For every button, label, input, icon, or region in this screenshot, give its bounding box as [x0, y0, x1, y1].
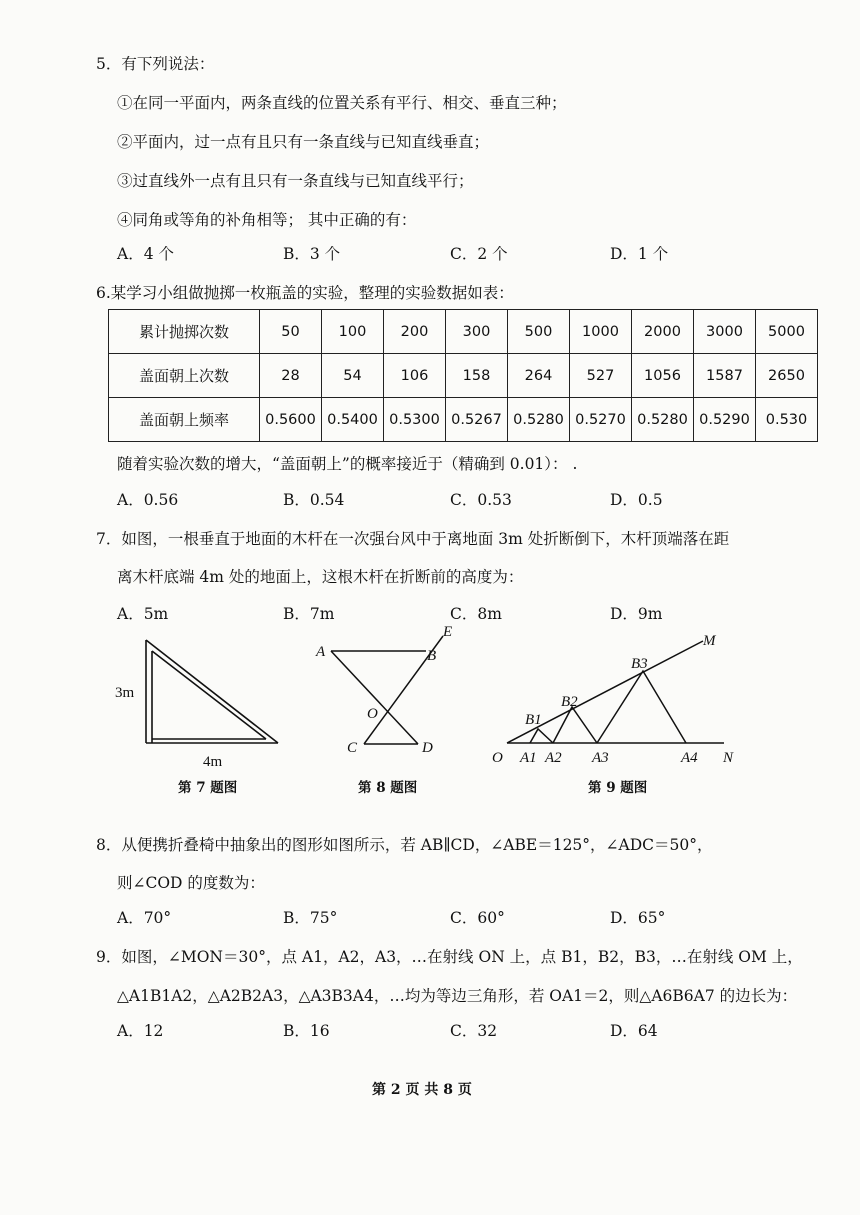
- table-cell: 300: [446, 310, 508, 354]
- page-number: 第 2 页 共 8 页: [372, 1082, 472, 1098]
- q5-statement-3: ③过直线外一点有且只有一条直线与已知直线平行；: [117, 172, 474, 190]
- fig8-caption: 第 8 题图: [358, 780, 418, 796]
- q8-line-1: 8．从便携折叠椅中抽象出的图形如图所示，若 AB∥CD，∠ABE＝125°，∠ADC＝50°，: [96, 836, 713, 854]
- fig7-triangle: [146, 640, 278, 743]
- row-header: 盖面朝上频率: [109, 398, 260, 442]
- fig9-label-b1: B1: [525, 712, 542, 728]
- table-cell: 1587: [694, 354, 756, 398]
- q7-line-1: 7．如图，一根垂直于地面的木杆在一次强台风中于离地面 3m 处折断倒下，木杆顶端落在距: [96, 530, 730, 548]
- table-cell: 1000: [570, 310, 632, 354]
- fig8-label-o: O: [367, 706, 378, 722]
- table-cell: 106: [384, 354, 446, 398]
- q9-option-d: D．64: [610, 1022, 658, 1040]
- table-cell: 0.5300: [384, 398, 446, 442]
- fig9-label-b2: B2: [561, 694, 578, 710]
- fig8-label-e: E: [443, 624, 453, 640]
- table-cell: 0.5400: [322, 398, 384, 442]
- q7-option-a: A．5m: [117, 605, 169, 623]
- fig9-label-a1: A1: [520, 750, 537, 766]
- q6-option-a: A．0.56: [117, 491, 179, 509]
- q6-question: 随着实验次数的增大，“盖面朝上”的概率接近于（精确到 0.01）： .: [117, 455, 578, 473]
- table-cell: 0.5267: [446, 398, 508, 442]
- q8-option-c: C．60°: [450, 909, 505, 927]
- q7-option-d: D．9m: [610, 605, 663, 623]
- table-cell: 28: [260, 354, 322, 398]
- table-cell: 0.5290: [694, 398, 756, 442]
- fig9-label-a4: A4: [681, 750, 698, 766]
- fig8-label-b: B: [427, 648, 437, 664]
- table-cell: 0.5270: [570, 398, 632, 442]
- q5-statement-1: ①在同一平面内，两条直线的位置关系有平行、相交、垂直三种；: [117, 94, 567, 112]
- q6-option-c: C．0.53: [450, 491, 512, 509]
- fig8-label-a: A: [316, 644, 326, 660]
- q6-option-b: B．0.54: [283, 491, 345, 509]
- fig9-caption: 第 9 题图: [588, 780, 648, 796]
- q6-option-d: D．0.5: [610, 491, 663, 509]
- q7-option-c: C．8m: [450, 605, 502, 623]
- table-cell: 50: [260, 310, 322, 354]
- table-cell: 0.5600: [260, 398, 322, 442]
- table-cell: 0.5280: [508, 398, 570, 442]
- table-cell: 500: [508, 310, 570, 354]
- table-cell: 2650: [756, 354, 818, 398]
- table-cell: 100: [322, 310, 384, 354]
- q5-option-c: C．2 个: [450, 245, 508, 263]
- fig9-label-a2: A2: [545, 750, 562, 766]
- table-row: [109, 354, 818, 398]
- fig9-label-b3: B3: [631, 656, 648, 672]
- q5-statement-4: ④同角或等角的补角相等； 其中正确的有：: [117, 211, 417, 229]
- table-cell: 0.530: [756, 398, 818, 442]
- fig9-label-n: N: [723, 750, 734, 766]
- q5-stem: 5．有下列说法：: [96, 55, 215, 73]
- table-cell: 2000: [632, 310, 694, 354]
- table-cell: 527: [570, 354, 632, 398]
- q9-option-c: C．32: [450, 1022, 498, 1040]
- fig9-label-o: O: [492, 750, 503, 766]
- figures-svg: [0, 620, 860, 800]
- q7-line-2: 离木杆底端 4m 处的地面上，这根木杆在折断前的高度为：: [117, 568, 524, 586]
- fig7-caption: 第 7 题图: [178, 780, 238, 796]
- q9-option-a: A．12: [117, 1022, 164, 1040]
- q5-option-d: D．1 个: [610, 245, 669, 263]
- table-cell: 5000: [756, 310, 818, 354]
- fig7-base-label: 4m: [203, 754, 223, 770]
- table-cell: 1056: [632, 354, 694, 398]
- q5-statement-2: ②平面内，过一点有且只有一条直线与已知直线垂直；: [117, 133, 490, 151]
- q5-option-b: B．3 个: [283, 245, 341, 263]
- q9-line-2: △A1B1A2，△A2B2A3，△A3B3A4，…均为等边三角形，若 OA1＝2，则△A6B6A7 的边长为：: [117, 987, 798, 1005]
- q8-option-b: B．75°: [283, 909, 338, 927]
- table-cell: 3000: [694, 310, 756, 354]
- table-cell: 200: [384, 310, 446, 354]
- row-header: 累计抛掷次数: [109, 310, 260, 354]
- table-cell: 158: [446, 354, 508, 398]
- q7-option-b: B．7m: [283, 605, 335, 623]
- fig9-label-a3: A3: [592, 750, 609, 766]
- frequency-table: [108, 309, 818, 442]
- fig8-label-c: C: [347, 740, 358, 756]
- fig8-label-d: D: [422, 740, 433, 756]
- q8-option-d: D．65°: [610, 909, 666, 927]
- fig7-height-label: 3m: [115, 685, 135, 701]
- q9-option-b: B．16: [283, 1022, 330, 1040]
- table-cell: 0.5280: [632, 398, 694, 442]
- fig9-label-m: M: [703, 633, 716, 649]
- q8-line-2: 则∠COD 的度数为：: [117, 874, 265, 892]
- table-row: [109, 398, 818, 442]
- table-row: [109, 310, 818, 354]
- q9-line-1: 9．如图，∠MON＝30°，点 A1，A2，A3，…在射线 ON 上，点 B1，B2，B3，…在射线 OM 上，: [96, 948, 803, 966]
- row-header: 盖面朝上次数: [109, 354, 260, 398]
- q8-option-a: A．70°: [117, 909, 172, 927]
- table-cell: 54: [322, 354, 384, 398]
- q5-option-a: A．4 个: [117, 245, 174, 263]
- table-cell: 264: [508, 354, 570, 398]
- q6-stem: 6.某学习小组做抛掷一枚瓶盖的实验，整理的实验数据如表：: [96, 284, 514, 302]
